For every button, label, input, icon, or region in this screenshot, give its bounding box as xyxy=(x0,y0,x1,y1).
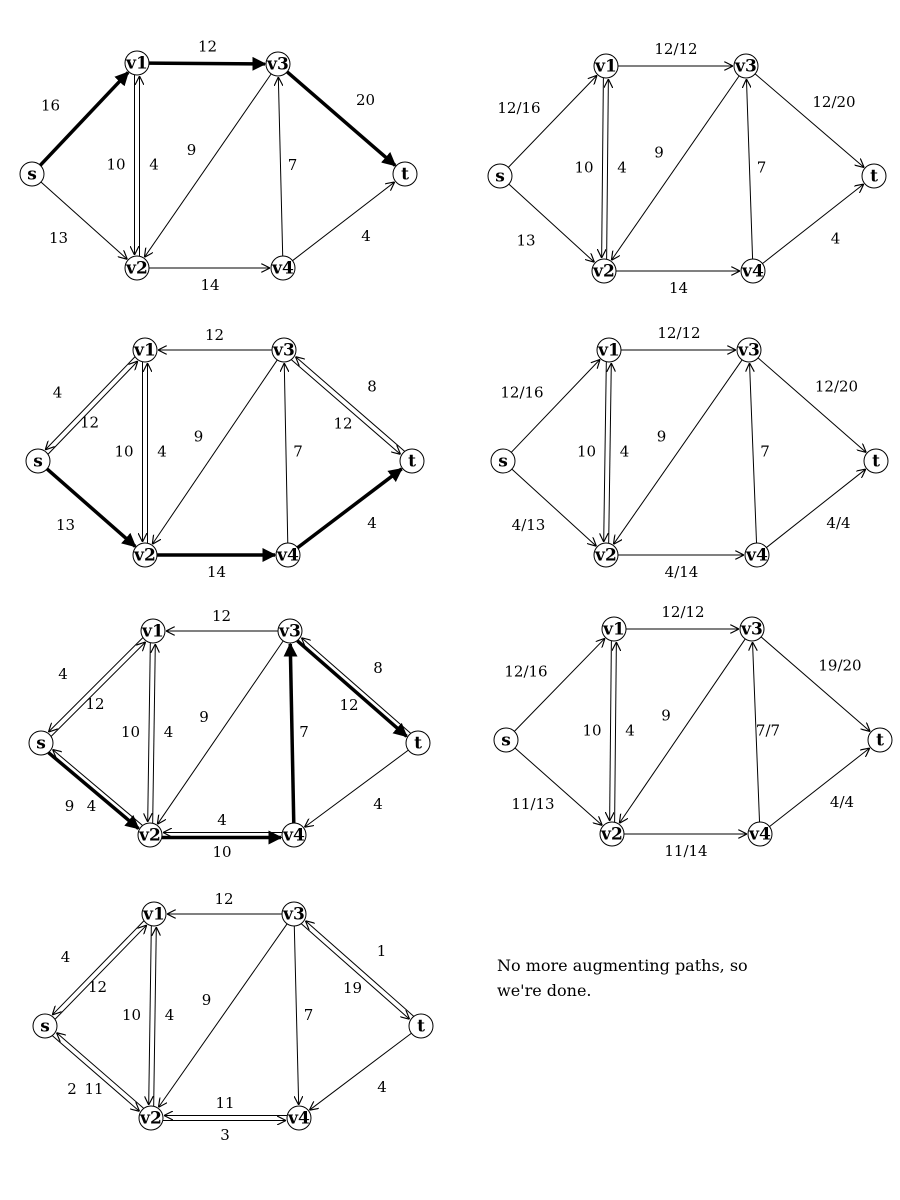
node-label-t: t xyxy=(414,733,422,754)
edge-v3-v2 xyxy=(619,639,745,823)
edge-s-v2 xyxy=(515,748,602,825)
panel-flow-3 xyxy=(494,603,892,860)
edge-label-v1-v3: 12/12 xyxy=(661,603,705,621)
edge-label-s-v2: 11/13 xyxy=(511,795,555,813)
node-label-v4: v4 xyxy=(272,258,294,279)
edge-label-v2-s: 4 xyxy=(86,797,97,815)
node-label-v2: v2 xyxy=(593,261,615,282)
node-label-t: t xyxy=(417,1016,425,1037)
panel-residual-4 xyxy=(33,890,433,1144)
edge-v3-t xyxy=(301,924,409,1019)
node-label-v2: v2 xyxy=(139,825,161,846)
edge-v4-t xyxy=(762,184,863,264)
edge-v2-v1 xyxy=(153,644,156,823)
edge-label-v2-v4: 14 xyxy=(668,279,689,297)
node-label-v3: v3 xyxy=(741,619,763,640)
edge-s-v1 xyxy=(508,75,597,167)
node-label-s: s xyxy=(498,451,508,472)
edge-s-v2 xyxy=(47,469,135,547)
edge-label-v2-v4: 11/14 xyxy=(664,842,708,860)
node-label-v4: v4 xyxy=(288,1108,310,1129)
edge-v4-v3 xyxy=(278,77,282,256)
edge-label-v1-v2: 4 xyxy=(164,1006,175,1024)
edge-v4-t xyxy=(766,469,865,548)
panel-flow-1 xyxy=(488,40,886,297)
edge-v1-v2 xyxy=(610,641,612,821)
node-label-v2: v2 xyxy=(126,258,148,279)
node-label-v3: v3 xyxy=(267,54,289,75)
node-label-v3: v3 xyxy=(283,904,305,925)
edge-label-v3-t: 8 xyxy=(367,377,377,396)
edge-label-v4-v2: 11 xyxy=(215,1094,235,1112)
edge-label-v3-v1: 12 xyxy=(204,326,225,344)
edge-label-s-v2: 9 xyxy=(64,797,75,815)
edge-label-v3-v2: 9 xyxy=(199,708,209,726)
node-label-v2: v2 xyxy=(140,1108,162,1129)
node-label-v1: v1 xyxy=(595,56,617,77)
edge-label-t-v4: 4 xyxy=(377,1078,387,1096)
node-label-v1: v1 xyxy=(142,621,164,642)
edge-v3-t xyxy=(291,360,400,455)
edge-label-v1-v2: 4 xyxy=(617,158,627,177)
edge-label-v2-v1: 10 xyxy=(576,442,597,461)
edge-v1-s xyxy=(52,921,144,1015)
node-label-t: t xyxy=(408,451,416,472)
edge-label-v4-v3: 7 xyxy=(299,723,309,741)
panel-flow-2 xyxy=(491,324,888,581)
edge-s-v2 xyxy=(52,1036,139,1112)
edge-label-s-v2: 13 xyxy=(55,516,76,534)
edge-v2-v1 xyxy=(609,363,612,543)
edge-label-v1-v3: 12/12 xyxy=(654,40,698,58)
edge-t-v4 xyxy=(309,1033,411,1110)
node-label-t: t xyxy=(870,166,878,187)
edge-t-v4 xyxy=(304,750,408,827)
done-caption: No more augmenting paths, so we're done. xyxy=(497,956,748,1000)
edge-v4-v3 xyxy=(750,363,757,543)
edge-v4-v3 xyxy=(290,644,294,823)
node-label-v4: v4 xyxy=(742,261,764,282)
edge-v1-v2 xyxy=(149,926,152,1105)
node-label-v1: v1 xyxy=(126,53,148,74)
edge-label-s-v1: 4 xyxy=(58,665,68,683)
edge-label-v2-s: 11 xyxy=(84,1080,104,1098)
edge-label-s-v2: 13 xyxy=(48,229,69,247)
edge-label-v3-v2: 9 xyxy=(193,427,204,446)
node-label-s: s xyxy=(36,733,46,754)
edge-label-v3-v2: 9 xyxy=(654,143,664,162)
edge-s-v2 xyxy=(509,184,595,262)
node-label-v1: v1 xyxy=(598,340,620,361)
edge-label-v2-v1: 10 xyxy=(582,721,602,740)
edge-v2-v1 xyxy=(615,642,617,822)
edge-label-v1-v2: 4 xyxy=(619,442,630,461)
edge-s-v1 xyxy=(511,359,600,452)
edge-label-v2-v4: 14 xyxy=(200,276,220,294)
edge-label-v2-v1: 10 xyxy=(106,155,126,174)
node-label-v4: v4 xyxy=(749,824,771,845)
edge-v3-t xyxy=(297,641,406,737)
edge-v4-t xyxy=(298,469,402,548)
edge-label-v2-v4: 14 xyxy=(206,563,227,581)
edge-label-v3-t: 1 xyxy=(376,942,387,960)
edge-v1-s xyxy=(48,638,142,732)
edge-label-t-v3: 12 xyxy=(339,696,359,714)
panel-residual-1 xyxy=(20,38,417,295)
edge-v1-v2 xyxy=(604,362,607,542)
edge-label-s-v2: 4/13 xyxy=(511,516,546,534)
edge-s-v1 xyxy=(48,361,138,454)
edge-v3-v2 xyxy=(152,360,277,544)
edge-label-s-v1: 12/16 xyxy=(500,383,544,402)
node-label-v3: v3 xyxy=(279,621,301,642)
edge-v1-v2 xyxy=(148,643,151,822)
edge-label-v3-t: 12/20 xyxy=(812,93,856,111)
edge-label-v1-v2: 4 xyxy=(157,442,167,461)
edge-label-v2-v1: 10 xyxy=(574,158,594,177)
node-label-t: t xyxy=(401,164,409,185)
edge-label-s-v1: 4 xyxy=(60,948,71,966)
edge-label-v3-v2: 9 xyxy=(661,706,671,725)
edge-v3-v2 xyxy=(611,76,739,260)
edge-v3-t xyxy=(761,637,870,732)
edge-label-v2-v1: 10 xyxy=(114,442,134,461)
edge-label-v1-s: 12 xyxy=(87,978,108,996)
edge-label-v3-t: 19/20 xyxy=(818,656,862,675)
edge-v1-v3 xyxy=(149,63,265,64)
edge-label-v3-v1: 12 xyxy=(211,607,232,625)
edge-v3-t xyxy=(758,358,866,453)
edge-label-v2-v1: 10 xyxy=(121,1006,142,1024)
edge-label-s-v2: 2 xyxy=(67,1080,77,1098)
edge-v1-v2 xyxy=(602,78,604,258)
node-label-v2: v2 xyxy=(134,545,156,566)
edge-v3-v4 xyxy=(294,926,298,1105)
edge-label-v3-v4: 7 xyxy=(303,1006,314,1024)
edge-s-v1 xyxy=(514,638,605,731)
node-label-v4: v4 xyxy=(746,545,768,566)
edge-s-v1 xyxy=(40,72,128,165)
panel-residual-2 xyxy=(26,326,424,581)
edge-label-v3-t: 8 xyxy=(373,659,383,677)
node-label-t: t xyxy=(876,730,884,751)
edge-v3-t xyxy=(755,74,864,168)
edge-t-v3 xyxy=(301,638,410,734)
edge-label-v4-t: 4 xyxy=(361,227,371,245)
node-label-s: s xyxy=(501,730,511,751)
edge-s-v2 xyxy=(41,182,127,259)
edge-v4-t xyxy=(293,182,395,261)
edge-v3-v2 xyxy=(157,641,283,824)
edge-label-v3-v2: 9 xyxy=(201,991,212,1009)
edge-label-v4-t: 4 xyxy=(367,514,377,532)
node-label-v1: v1 xyxy=(143,904,165,925)
edge-label-v4-t: 4/4 xyxy=(829,793,855,811)
node-label-s: s xyxy=(40,1016,50,1037)
edge-v3-v2 xyxy=(613,360,742,544)
edge-label-t-v3: 12 xyxy=(333,414,353,433)
edge-label-v4-v3: 7 xyxy=(293,442,303,461)
edge-label-v1-v2: 4 xyxy=(625,721,635,740)
edge-v1-s xyxy=(45,357,135,450)
edge-label-v1-v2: 4 xyxy=(149,155,159,174)
edge-label-v3-v1: 12 xyxy=(214,890,234,908)
edge-label-v4-v3: 7 xyxy=(287,156,298,174)
edge-label-v1-v2: 4 xyxy=(163,723,174,741)
edge-label-s-v2: 13 xyxy=(516,231,536,250)
edge-v2-v1 xyxy=(607,79,609,259)
node-label-v4: v4 xyxy=(283,825,305,846)
edge-label-t-v4: 4 xyxy=(373,795,383,813)
node-label-v4: v4 xyxy=(277,545,299,566)
edge-v4-v3 xyxy=(746,79,752,259)
edge-label-v3-v2: 9 xyxy=(656,427,667,446)
node-label-t: t xyxy=(872,451,880,472)
node-label-s: s xyxy=(27,164,37,185)
edge-label-v4-v3: 7 xyxy=(760,442,770,461)
edge-v4-v3 xyxy=(284,363,288,543)
edge-label-s-v1: 4 xyxy=(52,383,63,402)
node-label-s: s xyxy=(495,166,505,187)
node-label-v1: v1 xyxy=(603,619,625,640)
edge-label-t-v3: 19 xyxy=(342,979,363,997)
edge-s-v2 xyxy=(49,753,139,829)
edge-t-v3 xyxy=(295,357,404,452)
edge-label-v2-v4: 10 xyxy=(212,843,232,861)
edge-label-v1-v3: 12 xyxy=(197,37,218,56)
edge-label-v2-v4: 4/14 xyxy=(664,563,699,581)
node-label-s: s xyxy=(33,451,43,472)
edge-v3-t xyxy=(287,72,395,166)
edge-s-v2 xyxy=(512,469,597,546)
edge-label-v3-v2: 9 xyxy=(186,141,197,159)
edge-label-s-v1: 12/16 xyxy=(497,99,541,117)
edge-label-v3-t: 20 xyxy=(355,91,376,109)
edge-label-v4-v2: 4 xyxy=(217,811,227,829)
node-label-v1: v1 xyxy=(134,340,156,361)
edge-label-s-v1: 12/16 xyxy=(504,662,548,681)
edge-label-v4-t: 4/4 xyxy=(826,514,851,532)
edge-label-s-v1: 16 xyxy=(40,96,61,115)
edge-t-v3 xyxy=(305,921,413,1016)
edge-label-v3-t: 12/20 xyxy=(814,377,859,396)
edge-v3-v2 xyxy=(144,74,271,257)
edge-label-v1-v3: 12/12 xyxy=(657,324,701,342)
edge-v4-t xyxy=(769,748,869,827)
panel-residual-3 xyxy=(29,607,430,861)
node-label-v2: v2 xyxy=(601,824,623,845)
edge-label-v1-s: 12 xyxy=(85,695,105,713)
edge-label-v1-s: 12 xyxy=(79,413,100,432)
node-label-v3: v3 xyxy=(735,56,757,77)
edge-label-v2-v1: 10 xyxy=(120,723,141,741)
node-label-v3: v3 xyxy=(738,340,760,361)
edge-label-v2-v4: 3 xyxy=(220,1126,230,1144)
node-label-v3: v3 xyxy=(273,340,295,361)
edge-label-v4-v3: 7/7 xyxy=(755,721,781,740)
node-label-v2: v2 xyxy=(595,545,617,566)
edge-v3-v2 xyxy=(158,924,287,1108)
edge-label-v4-v3: 7 xyxy=(756,158,767,177)
edge-v2-v1 xyxy=(154,927,157,1106)
edge-label-v4-t: 4 xyxy=(830,229,841,248)
